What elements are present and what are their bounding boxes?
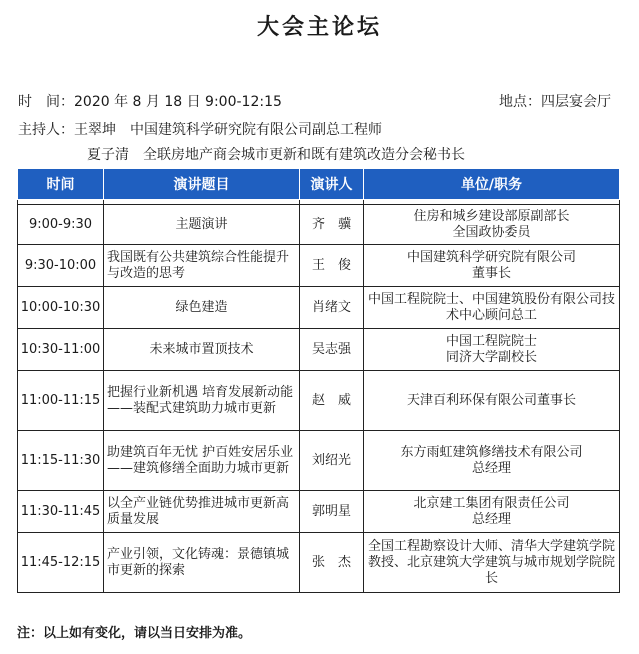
table-row — [18, 533, 620, 593]
host-label: 主持人： — [18, 122, 74, 138]
cell-topic: 绿色建造 — [104, 287, 300, 329]
cell-topic: 我国既有公共建筑综合性能提升与改造的思考 — [104, 245, 300, 287]
cell-time: 11:15-11:30 — [18, 431, 104, 491]
time-label: 时 间： — [18, 94, 74, 110]
col-header-speaker: 演讲人 — [300, 169, 364, 200]
table-row — [18, 491, 620, 533]
meta-time — [18, 92, 282, 112]
meta-location: 地点：四层宴会厅 — [499, 94, 611, 110]
host-line-1 — [18, 120, 382, 140]
col-header-topic: 演讲题目 — [104, 169, 300, 200]
cell-speaker: 王 俊 — [300, 245, 364, 287]
cell-speaker: 张 杰 — [300, 533, 364, 593]
cell-org: 中国工程院院士 同济大学副校长 — [364, 329, 620, 371]
cell-topic: 把握行业新机遇 培育发展新动能——装配式建筑助力城市更新 — [104, 371, 300, 431]
cell-topic: 以全产业链优势推进城市更新高质量发展 — [104, 491, 300, 533]
table-row — [18, 371, 620, 431]
footnote: 注：以上如有变化，请以当日安排为准。 — [17, 626, 252, 641]
cell-topic: 助建筑百年无忧 护百姓安居乐业——建筑修缮全面助力城市更新 — [104, 431, 300, 491]
cell-org: 全国工程勘察设计大师、清华大学建筑学院教授、北京建筑大学建筑与城市规划学院院长 — [364, 533, 620, 593]
cell-speaker: 赵 威 — [300, 371, 364, 431]
host2-name: 夏子清 — [87, 147, 129, 163]
cell-org: 天津百利环保有限公司董事长 — [364, 371, 620, 431]
cell-topic: 未来城市置顶技术 — [104, 329, 300, 371]
schedule-body — [18, 200, 620, 593]
cell-time: 11:45-12:15 — [18, 533, 104, 593]
host2-title: 全联房地产商会城市更新和既有建筑改造分会秘书长 — [143, 147, 465, 163]
cell-time: 10:30-11:00 — [18, 329, 104, 371]
host1-title: 中国建筑科学研究院有限公司副总工程师 — [130, 122, 382, 138]
cell-org: 中国建筑科学研究院有限公司 董事长 — [364, 245, 620, 287]
cell-org: 中国工程院院士、中国建筑股份有限公司技术中心顾问总工 — [364, 287, 620, 329]
cell-time: 9:00-9:30 — [18, 205, 104, 245]
cell-topic: 主题演讲 — [104, 205, 300, 245]
cell-org: 住房和城乡建设部原副部长 全国政协委员 — [364, 205, 620, 245]
time-value: 2020 年 8 月 18 日 9:00-12:15 — [74, 94, 282, 110]
cell-speaker: 齐 骥 — [300, 205, 364, 245]
host1-name: 王翠坤 — [74, 122, 116, 138]
schedule-table — [17, 168, 620, 593]
cell-time: 10:00-10:30 — [18, 287, 104, 329]
table-row — [18, 431, 620, 491]
col-header-time: 时间 — [18, 169, 104, 200]
host-line-2 — [87, 145, 465, 165]
table-header-row — [18, 169, 620, 200]
cell-time: 9:30-10:00 — [18, 245, 104, 287]
table-row — [18, 287, 620, 329]
cell-speaker: 刘绍光 — [300, 431, 364, 491]
cell-org: 北京建工集团有限责任公司 总经理 — [364, 491, 620, 533]
col-header-org: 单位/职务 — [364, 169, 620, 200]
cell-speaker: 肖绪文 — [300, 287, 364, 329]
table-row — [18, 245, 620, 287]
table-row — [18, 205, 620, 245]
table-row — [18, 329, 620, 371]
cell-time: 11:00-11:15 — [18, 371, 104, 431]
page-title: 大会主论坛 — [256, 15, 382, 40]
cell-speaker: 郭明星 — [300, 491, 364, 533]
cell-time: 11:30-11:45 — [18, 491, 104, 533]
cell-speaker: 吴志强 — [300, 329, 364, 371]
cell-org: 东方雨虹建筑修缮技术有限公司 总经理 — [364, 431, 620, 491]
cell-topic: 产业引领，文化铸魂：景德镇城市更新的探索 — [104, 533, 300, 593]
